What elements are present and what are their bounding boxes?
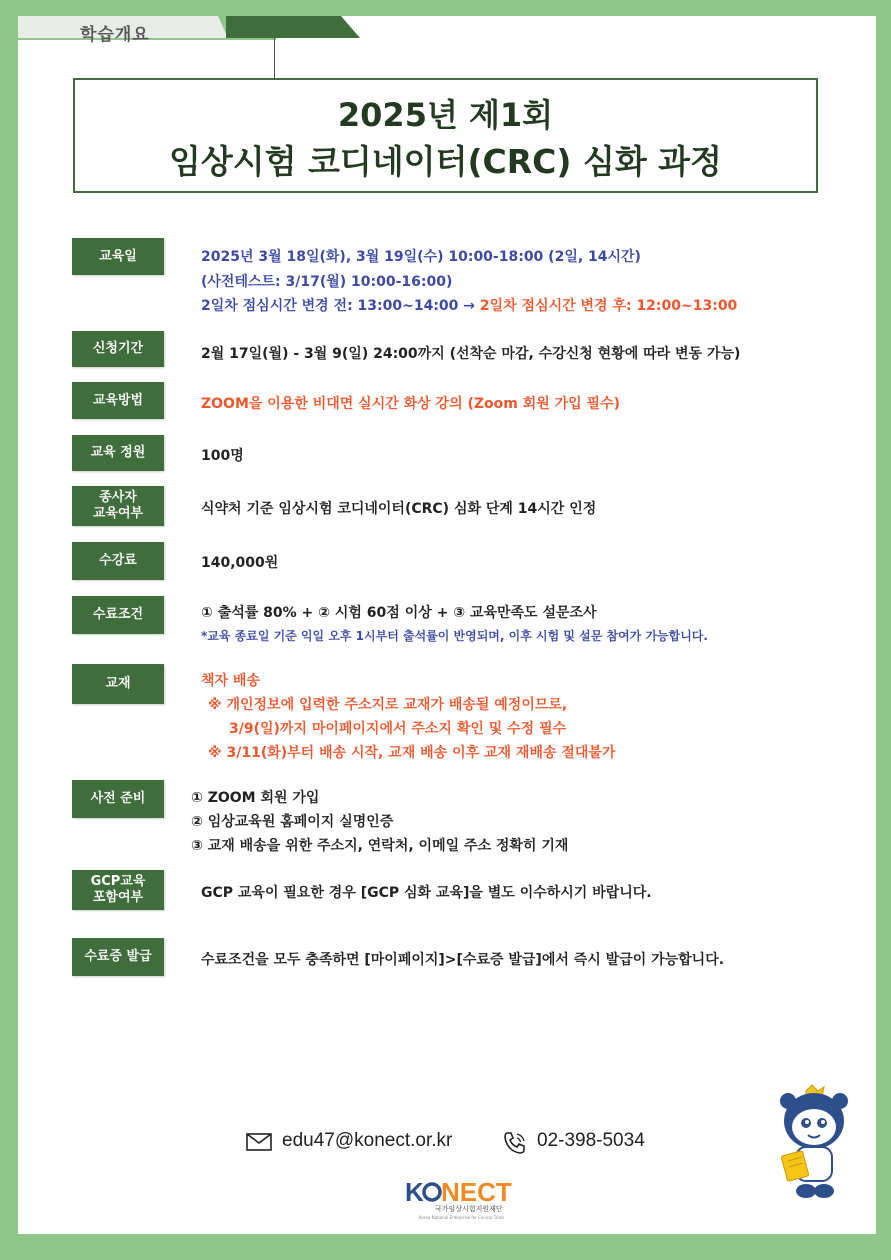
phone-icon — [502, 1130, 528, 1156]
mail-icon — [246, 1133, 272, 1151]
worker-education-text: 식약처 기준 임상시험 코디네이터(CRC) 심화 단계 14시간 인정 — [201, 501, 597, 517]
label-preparation: 사전 준비 — [72, 780, 164, 818]
education-date-line3 — [201, 295, 737, 315]
fee-text: 140,000원 — [201, 555, 279, 571]
textbook-line3: 3/9(일)까지 마이페이지에서 주소지 확인 및 수정 필수 — [229, 721, 567, 737]
label-gcp — [72, 870, 164, 910]
preparation-line3: ③ 교재 배송을 위한 주소지, 연락처, 이메일 주소 정확히 기재 — [191, 838, 569, 854]
title-box — [73, 78, 818, 193]
textbook-line4: ※ 3/11(화)부터 배송 시작, 교재 배송 이후 교재 재배송 절대불가 — [208, 745, 616, 761]
section-tab-label: 학습개요 — [80, 25, 150, 45]
svg-text:국가임상시험지원재단: 국가임상시험지원재단 — [435, 1205, 503, 1213]
completion-conditions-note: *교육 종료일 기준 익일 오후 1시부터 출석률이 반영되며, 이후 시험 및 설문 참여가 가능합니다. — [201, 629, 708, 643]
education-date-line1: 2025년 3월 18일(화), 3월 19일(수) 10:00-18:00 (2일, 14시간) — [201, 249, 641, 265]
label-gcp-line2: 포함여부 — [92, 890, 144, 905]
education-date-line2: (사전테스트: 3/17(월) 10:00-16:00) — [201, 274, 453, 290]
education-method-text: ZOOM을 이용한 비대면 실시간 화상 강의 (Zoom 회원 가입 필수) — [201, 396, 621, 412]
mascot-illustration — [778, 1083, 850, 1201]
capacity-text: 100명 — [201, 448, 244, 464]
label-worker-education-line1: 종사자 — [99, 490, 137, 505]
textbook-line2: ※ 개인정보에 입력한 주소지로 교재가 배송될 예정이므로, — [208, 697, 568, 713]
textbook-line1: 책자 배송 — [201, 673, 260, 689]
preparation-line1: ① ZOOM 회원 가입 — [191, 790, 320, 806]
title-line2: 임상시험 코디네이터(CRC) 심화 과정 — [169, 142, 722, 181]
label-education-date: 교육일 — [72, 238, 164, 275]
label-capacity: 교육 정원 — [72, 435, 164, 471]
tab-accent — [226, 16, 360, 38]
konect-logo — [403, 1175, 523, 1225]
svg-text:K: K — [405, 1177, 424, 1207]
title-line1: 2025년 제1회 — [337, 96, 554, 134]
label-certificate: 수료증 발급 — [72, 938, 164, 976]
divider-line — [274, 38, 275, 78]
completion-conditions-text: ① 출석률 80% + ② 시험 60점 이상 + ③ 교육만족도 설문조사 — [201, 605, 597, 621]
label-worker-education — [72, 486, 164, 526]
lunch-before: 2일차 점심시간 변경 전: 13:00~14:00 → — [201, 298, 480, 314]
label-gcp-line1: GCP교육 — [90, 874, 146, 889]
application-period-text: 2월 17일(월) - 3월 9(일) 24:00까지 (선착순 마감, 수강신청 현황에 따라 변동 가능) — [201, 346, 741, 362]
certificate-text: 수료조건을 모두 충족하면 [마이페이지]>[수료증 발급]에서 즉시 발급이 가능합니다. — [201, 952, 725, 968]
label-worker-education-line2: 교육여부 — [92, 506, 144, 521]
label-fee: 수강료 — [72, 542, 164, 580]
label-completion-conditions: 수료조건 — [72, 596, 164, 634]
lunch-after: 2일차 점심시간 변경 후: 12:00~13:00 — [479, 298, 738, 314]
contact-phone: 02-398-5034 — [537, 1130, 645, 1151]
svg-text:NECT: NECT — [441, 1177, 512, 1207]
label-education-method: 교육방법 — [72, 382, 164, 419]
preparation-line2: ② 임상교육원 홈페이지 실명인증 — [191, 814, 394, 830]
label-textbook: 교재 — [72, 664, 164, 704]
contact-email: edu47@konect.or.kr — [282, 1130, 453, 1151]
gcp-text: GCP 교육이 필요한 경우 [GCP 심화 교육]을 별도 이수하시기 바랍니다. — [201, 885, 652, 901]
svg-text:Korea National Enterprise for: Korea National Enterprise for Clinical Trials — [419, 1215, 505, 1220]
label-application-period: 신청기간 — [72, 331, 164, 367]
